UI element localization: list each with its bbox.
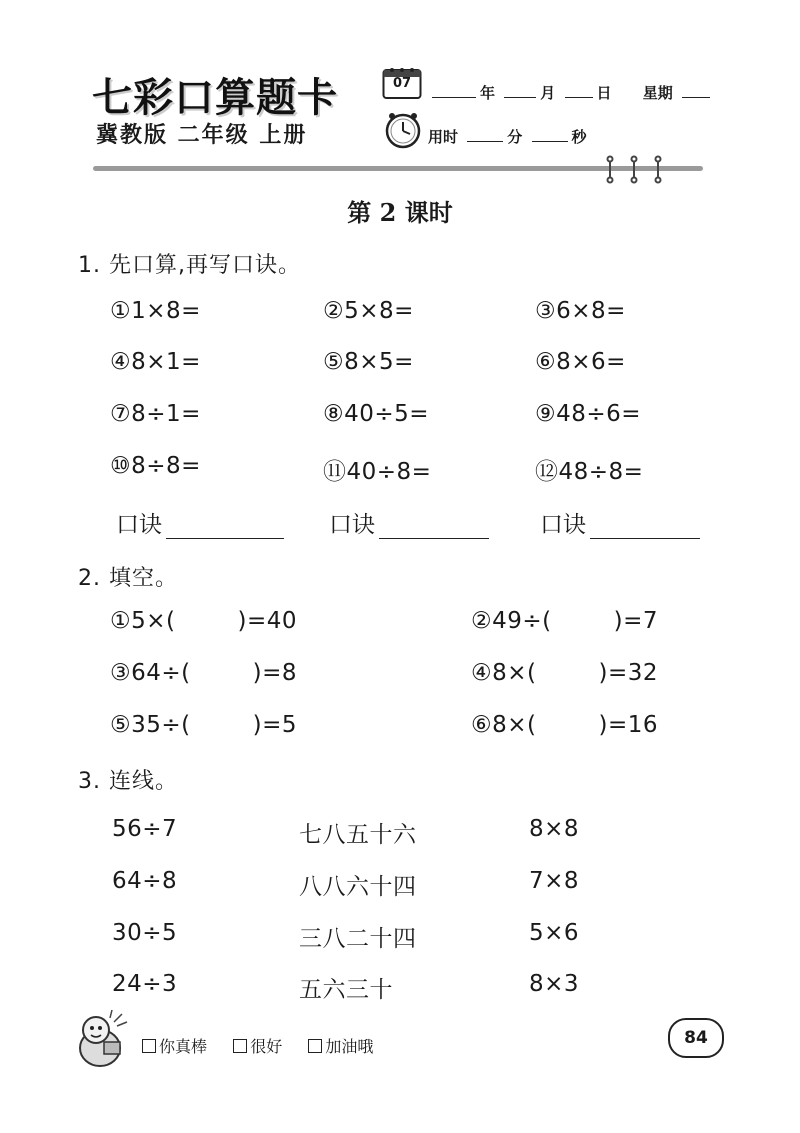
time-used-line xyxy=(428,126,587,147)
weekday-label: 星期 xyxy=(642,84,673,102)
rating-checkbox[interactable] xyxy=(142,1039,156,1053)
koujue-label: 口诀 xyxy=(116,512,162,538)
s1-item-11: ⑪40÷8= xyxy=(323,459,432,485)
edition-subtitle: 冀教版 二年级 上册 xyxy=(96,123,308,148)
s3-right-2[interactable]: 7×8 xyxy=(529,868,580,894)
s1-item-2: ②5×8= xyxy=(323,298,414,324)
s3-middle-2[interactable]: 八八六十四 xyxy=(299,874,417,900)
s3-right-4[interactable]: 8×3 xyxy=(529,971,580,997)
koujue-label: 口诀 xyxy=(329,512,375,538)
time-used-label: 用时 xyxy=(428,128,459,146)
s3-left-3[interactable]: 30÷5 xyxy=(112,920,178,946)
calendar-number: 07 xyxy=(392,76,412,91)
koujue-1 xyxy=(116,506,284,539)
s1-item-12: ⑫48÷8= xyxy=(535,459,644,485)
s3-left-1[interactable]: 56÷7 xyxy=(112,816,178,842)
rating-label: 很好 xyxy=(250,1037,283,1056)
s3-left-2[interactable]: 64÷8 xyxy=(112,868,178,894)
rating-checkbox[interactable] xyxy=(308,1039,322,1053)
s2-item-post: )=7 xyxy=(613,608,659,634)
mascot-icon xyxy=(70,1008,132,1070)
s3-left-4[interactable]: 24÷3 xyxy=(112,971,178,997)
koujue-2 xyxy=(329,506,489,539)
clock-icon xyxy=(383,110,423,150)
second-blank[interactable] xyxy=(532,127,568,142)
s2-item-post: )=40 xyxy=(237,608,298,634)
s2-item-pre: ①5×( xyxy=(110,608,176,634)
koujue-answer-line[interactable] xyxy=(166,516,284,539)
section3-title: 3. 连线。 xyxy=(78,769,178,794)
s1-item-8: ⑧40÷5= xyxy=(323,401,430,427)
date-line xyxy=(428,82,714,103)
s2-item-2 xyxy=(471,608,658,634)
rating-label: 加油哦 xyxy=(325,1037,374,1056)
s2-item-post: )=32 xyxy=(598,660,659,686)
rating-label: 你真棒 xyxy=(159,1037,208,1056)
s1-item-5: ⑤8×5= xyxy=(323,349,414,375)
page-number: 84 xyxy=(668,1018,724,1058)
brand-title: 七彩口算题卡 xyxy=(92,74,338,121)
month-blank[interactable] xyxy=(504,83,536,98)
s2-item-pre: ②49÷( xyxy=(471,608,552,634)
s2-item-pre: ⑤35÷( xyxy=(110,712,191,738)
koujue-answer-line[interactable] xyxy=(590,516,700,539)
month-label: 月 xyxy=(540,84,556,102)
lesson-title: 第 2 课时 xyxy=(347,198,453,227)
s3-right-3[interactable]: 5×6 xyxy=(529,920,580,946)
section1-title: 1. 先口算,再写口诀。 xyxy=(78,253,301,278)
s3-right-1[interactable]: 8×8 xyxy=(529,816,580,842)
year-label: 年 xyxy=(480,84,496,102)
binder-pins-icon xyxy=(600,155,670,185)
minute-blank[interactable] xyxy=(467,127,503,142)
s3-middle-1[interactable]: 七八五十六 xyxy=(299,822,417,848)
s2-item-pre: ④8×( xyxy=(471,660,537,686)
s1-item-6: ⑥8×6= xyxy=(535,349,626,375)
s2-item-post: )=8 xyxy=(252,660,298,686)
year-blank[interactable] xyxy=(432,83,476,98)
s2-item-3 xyxy=(110,660,297,686)
s2-item-pre: ⑥8×( xyxy=(471,712,537,738)
s3-middle-3[interactable]: 三八二十四 xyxy=(299,926,417,952)
section2-title: 2. 填空。 xyxy=(78,566,178,591)
minute-label: 分 xyxy=(507,128,523,146)
s2-item-6 xyxy=(471,712,658,738)
koujue-answer-line[interactable] xyxy=(379,516,489,539)
koujue-3 xyxy=(540,506,700,539)
s1-item-1: ①1×8= xyxy=(110,298,201,324)
s2-item-post: )=16 xyxy=(598,712,659,738)
second-label: 秒 xyxy=(571,128,587,146)
rating-checkbox[interactable] xyxy=(233,1039,247,1053)
s2-item-pre: ③64÷( xyxy=(110,660,191,686)
s1-item-4: ④8×1= xyxy=(110,349,201,375)
rating-row xyxy=(142,1034,373,1057)
s3-middle-4[interactable]: 五六三十 xyxy=(299,977,393,1003)
day-blank[interactable] xyxy=(565,83,593,98)
s1-item-10: ⑩8÷8= xyxy=(110,453,201,479)
s2-item-post: )=5 xyxy=(252,712,298,738)
s2-item-4 xyxy=(471,660,658,686)
s1-item-3: ③6×8= xyxy=(535,298,626,324)
day-label: 日 xyxy=(596,84,612,102)
s2-item-1 xyxy=(110,608,297,634)
s1-item-7: ⑦8÷1= xyxy=(110,401,201,427)
weekday-blank[interactable] xyxy=(682,83,710,98)
s2-item-5 xyxy=(110,712,297,738)
s1-item-9: ⑨48÷6= xyxy=(535,401,642,427)
koujue-label: 口诀 xyxy=(540,512,586,538)
